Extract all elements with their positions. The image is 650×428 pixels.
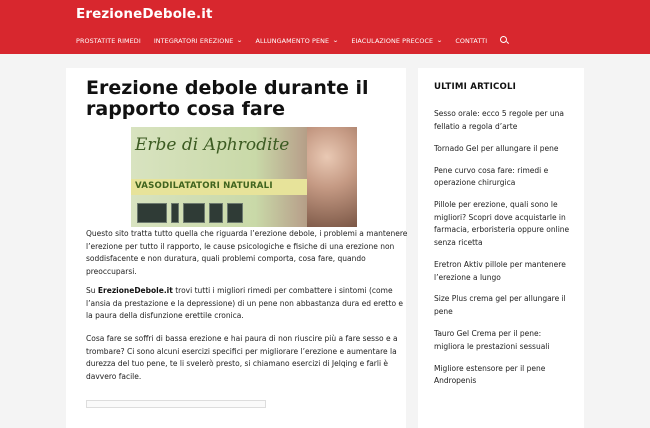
recent-article-link[interactable]: Eretron Aktiv pillole per mantenere l’erezione a lungo <box>434 259 566 282</box>
nav-item-eiaculazione[interactable] <box>351 37 442 45</box>
site-logo[interactable]: ErezioneDebole.it <box>76 6 213 22</box>
chevron-down-icon: ⌄ <box>236 37 244 44</box>
nav-label: PROSTATITE RIMEDI <box>76 36 141 45</box>
banner-photo <box>307 127 357 227</box>
banner-brand: Erbe di Aphrodite <box>135 135 290 155</box>
recent-article-link[interactable]: Pillole per erezione, quali sono le migliori? Scopri dove acquistarle in farmacia, erboristeria oppure online senza ricetta <box>434 200 570 247</box>
product-banner[interactable] <box>131 127 357 227</box>
recent-article-link[interactable]: Sesso orale: ecco 5 regole per una fellatio a regola d’arte <box>434 109 564 131</box>
product-box <box>137 203 167 223</box>
nav-item-prostatite[interactable] <box>76 37 141 45</box>
recent-articles-list <box>434 108 574 397</box>
recent-article-link[interactable]: Tornado Gel per allungare il pene <box>434 143 559 153</box>
exercise-paragraph: Cosa fare se soffri di bassa erezione e hai paura di non riuscire più a fare sesso e a trombare? Ci sono alcuni esercizi specifici per migliorare l’erezione e aumentare la durezza del tuo pene, te li svelerò presto, si chiamano esercizi di Jelqing e farli è davvero facile. <box>86 334 398 381</box>
main-nav <box>76 36 509 45</box>
product-bottle <box>171 203 179 223</box>
search-icon[interactable] <box>500 36 509 45</box>
nav-label: EIACULAZIONE PRECOCE <box>351 36 434 45</box>
nav-item-contatti[interactable] <box>455 37 487 45</box>
nav-label: INTEGRATORI EREZIONE <box>153 36 234 45</box>
chevron-down-icon: ⌄ <box>332 37 340 44</box>
text-span: Su <box>86 286 98 295</box>
site-paragraph <box>86 285 408 323</box>
sidebar-title: ULTIMI ARTICOLI <box>434 82 517 92</box>
site-header <box>0 0 650 54</box>
recent-article-link[interactable]: Migliore estensore per il pene Andropenis <box>434 363 546 386</box>
recent-article-link[interactable]: Pene curvo cosa fare: rimedi e operazione chirurgica <box>434 165 549 188</box>
intro-paragraph: Questo sito tratta tutto quella che riguarda l’erezione debole, i problemi a mantenere l’erezione per tutto il rapporto, le cause psicologiche e fisiche di una erezione non soddisfacente e non duratura, quali problemi comporta, cosa fare, quando preoccuparsi. <box>86 229 408 276</box>
chevron-down-icon: ⌄ <box>436 37 444 44</box>
product-box <box>183 203 205 223</box>
nav-item-allungamento[interactable] <box>256 37 339 45</box>
site-name-bold: ErezioneDebole.it <box>97 286 173 295</box>
nav-label: CONTATTI <box>455 36 488 45</box>
nav-item-integratori[interactable] <box>154 37 243 45</box>
product-box <box>227 203 243 223</box>
text-span: trovi tutti i migliori rimedi per combattere i sintomi (come l’ansia da prestazione e la depressione) di un pene non abbastanza dura ed eretto e la paura della disfunzione erettile cronica. <box>86 286 404 321</box>
product-box <box>209 203 223 223</box>
page-title: Erezione debole durante il rapporto cosa fare <box>86 77 369 120</box>
next-content-box <box>86 400 266 408</box>
recent-article-link[interactable]: Size Plus crema gel per allungare il pene <box>434 294 566 317</box>
nav-label: ALLUNGAMENTO PENE <box>255 36 330 45</box>
recent-article-link[interactable]: Tauro Gel Crema per il pene: migliora le prestazioni sessuali <box>434 329 550 351</box>
banner-subtitle: VASODILATATORI NATURALI <box>135 181 273 191</box>
